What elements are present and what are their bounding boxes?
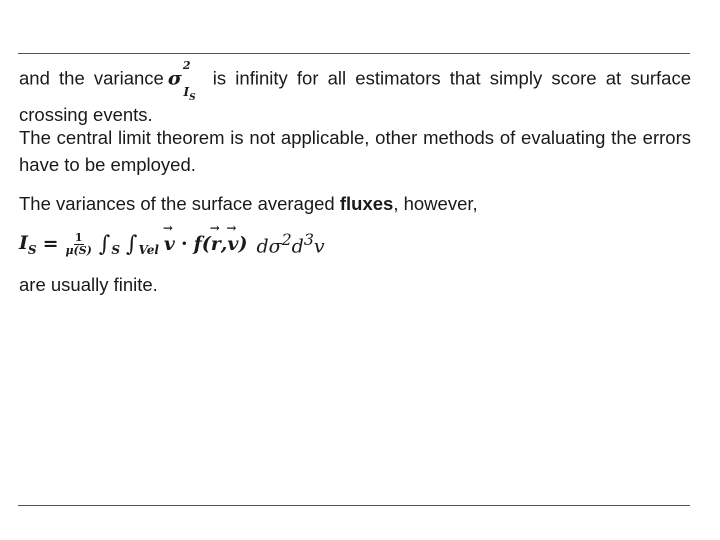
paragraph-variance-infinity (19, 60, 691, 128)
formula-fraction: $\frac{1}{\mu(S)}$ (65, 230, 92, 257)
vector-v: → v (164, 233, 175, 255)
integral-sign-velocity: ∫ (126, 231, 138, 257)
sigma-squared-symbol: $\sigma^2_{I_S}$ (167, 59, 196, 104)
vector-r: → r (211, 233, 221, 255)
top-rule (18, 53, 690, 54)
formula-lhs: $I_S$ (19, 231, 37, 257)
paragraph-usually-finite: are usually finite. (19, 274, 158, 295)
d3v: $d^3v$ (291, 230, 325, 258)
bottom-rule (18, 505, 690, 506)
fluxes-bold: fluxes (339, 193, 394, 214)
formula-equals: = (42, 233, 59, 255)
integral-sign-surface: ∫ (98, 231, 111, 257)
vector-v-arg: → v (227, 233, 238, 255)
paragraph-central-limit: The central limit theorem is not applicable, other methods of evaluating the errors have to be employed. (19, 127, 691, 175)
d-sigma: $d\sigma^2$ (256, 230, 292, 258)
p1-text-after: is infinity for all estimators that simply score at surface crossing events. (19, 67, 691, 126)
flux-formula: $I_S$ = $\frac{1}{\mu(S)}$ ∫ S ∫ Vel → v · f( → r , → v ) $d\sigma^2$ $d^3v$ (19, 224, 325, 264)
paragraph-surface-fluxes: The variances of the surface averaged fluxes, however, (19, 193, 478, 214)
p1-text-before: and the variance (19, 67, 164, 89)
